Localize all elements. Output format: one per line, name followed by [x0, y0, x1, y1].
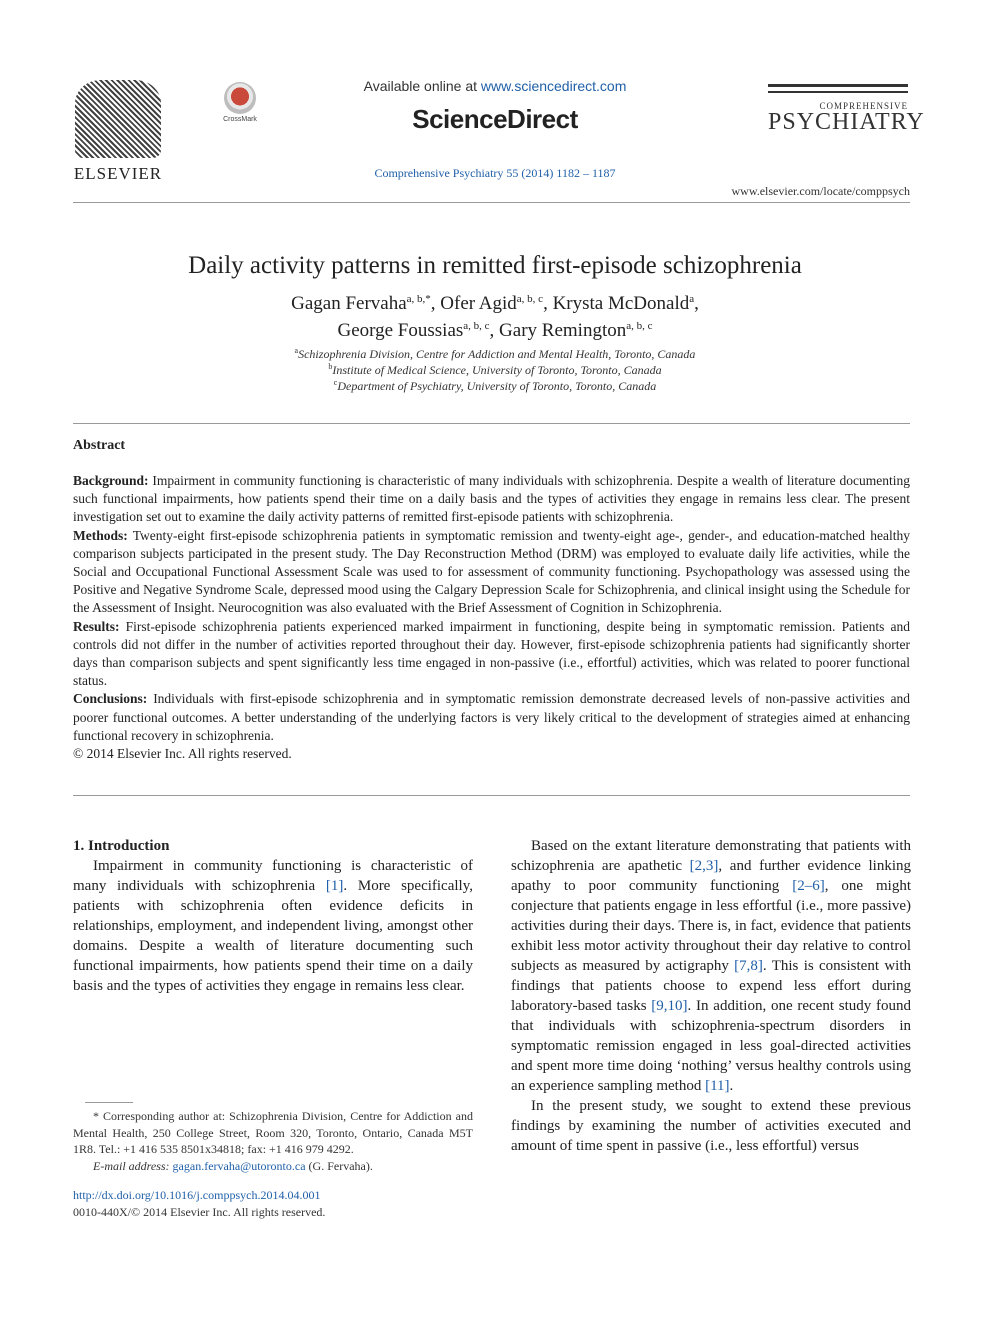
affiliations [0, 346, 990, 394]
background-text: Impairment in community functioning is characteristic of many individuals with schizophrenia. Despite a wealth of literature documenting such functional impairments, how patients spend their time on a daily basis and the types of activities they engage in remains less clear. The present investigation set out to examine the daily activity patterns of remitted first-episode patients with schizophrenia. [73, 473, 910, 525]
author-name[interactable]: George Foussias [337, 320, 464, 341]
author-affiliation-marker: a, b, c [463, 320, 490, 332]
affiliation-line [0, 362, 990, 378]
issn-line: 0010-440X/© 2014 Elsevier Inc. All rights reserved. [73, 1205, 326, 1219]
citation-link[interactable]: [7,8] [734, 958, 763, 974]
citation-link[interactable]: [2,3] [689, 858, 719, 874]
affiliation-text: Institute of Medical Science, University of Toronto, Toronto, Canada [332, 363, 662, 377]
header-divider [73, 202, 910, 203]
text-run: Impairment in community functioning is characteristic of many individuals with schizophrenia [73, 858, 473, 894]
author-separator: , [694, 293, 699, 314]
author-list [0, 290, 990, 344]
conclusions-label: Conclusions: [73, 691, 148, 707]
citation-link[interactable]: [11] [705, 1078, 730, 1094]
intro-paragraph-3: In the present study, we sought to extend these previous findings by examining the number of activities executed and amount of time spent in passive (i.e., less effortful) versus [511, 1098, 911, 1154]
author-affiliation-marker: a, b, c [626, 320, 653, 332]
author-name[interactable]: Krysta McDonald [552, 293, 690, 314]
citation-link[interactable]: [9,10] [651, 998, 688, 1014]
email-label: E-mail address: [93, 1158, 170, 1173]
conclusions-text: Individuals with first-episode schizophrenia and in symptomatic remission demonstrate decreased levels of non-passive activities and poorer functional outcomes. A better understanding of the underlying factors is very likely critical to the development of strategies aimed at enhancing functional recovery in schizophrenia. [73, 691, 910, 743]
abstract-top-divider [73, 423, 910, 424]
abstract-bottom-divider [73, 795, 910, 796]
citation-link[interactable]: [1] [325, 878, 344, 894]
article-title: Daily activity patterns in remitted first-episode schizophrenia [188, 252, 802, 279]
affiliation-line [0, 378, 990, 394]
journal-logo-bar-thin [768, 91, 908, 93]
text-run: , and further evidence linking apathy to poor community functioning [511, 858, 911, 894]
corresponding-author-text: * Corresponding author at: Schizophrenia Division, Centre for Addiction and Mental Health, 250 College Street, Room 320, Toronto, Ontario, Canada M5T 1R8. Tel.: +1 416 535 8501x34818; fax: +1 416 979 4292. [73, 1109, 473, 1156]
text-run: . In addition, one recent study found that individuals with schizophrenia-spectrum disorders in symptomatic remission engaged in less goal-directed activities and spent more time doing ‘nothing’ versus healthy controls using an experience sampling method [511, 998, 911, 1094]
affiliation-label: b [328, 362, 333, 371]
journal-citation-text: Comprehensive Psychiatry 55 (2014) 1182 – 1187 [374, 166, 616, 180]
background-label: Background: [73, 473, 149, 488]
journal-logo-small: COMPREHENSIVE [819, 101, 908, 111]
abstract-body [73, 472, 910, 763]
abstract-heading: Abstract [73, 438, 126, 453]
body-left-column [73, 836, 473, 996]
text-run: Based on the extant literature demonstrating that patients with schizophrenia are apathetic [511, 838, 911, 874]
abstract-conclusions [73, 690, 910, 745]
doi-link[interactable]: http://dx.doi.org/10.1016/j.comppsych.2014.04.001 [73, 1188, 321, 1202]
author-line-2 [0, 317, 990, 344]
email-suffix: (G. Fervaha). [305, 1158, 373, 1173]
affiliation-text: Department of Psychiatry, University of Toronto, Toronto, Canada [337, 379, 657, 393]
elsevier-wordmark: ELSEVIER [73, 164, 163, 183]
abstract-copyright: © 2014 Elsevier Inc. All rights reserved. [73, 746, 292, 762]
intro-paragraph-2 [511, 836, 911, 1096]
author-separator: , [489, 320, 500, 341]
sciencedirect-link[interactable]: www.sciencedirect.com [480, 78, 627, 94]
crossmark-label: CrossMark [223, 116, 257, 123]
author-separator: , [430, 293, 441, 314]
journal-logo-big: PSYCHIATRY [768, 109, 925, 135]
results-text: First-episode schizophrenia patients experienced marked impairment in functioning, despite being in symptomatic remission. Patients and controls did not differ in the number of activities reported throughout their day. However, first-episode schizophrenia patients had significantly shorter days than comparison subjects and spent significantly less time engaged in non-passive (i.e., effortful) activities, which was related to poorer functional status. [73, 618, 910, 689]
section-heading-introduction: 1. Introduction [73, 838, 170, 854]
available-prefix: Available online at [363, 78, 481, 94]
text-run: . This is consistent with findings that patients choose to expend less effort during laboratory-based tasks [511, 958, 911, 1014]
abstract-results [73, 618, 910, 691]
text-run: . More specifically, patients with schizophrenia often evidence deficits in relationships, employment, and independent living, amongst other domains. Despite a wealth of literature documenting such functional impairments, how patients spend their time on a daily basis and the types of activities they engage in remains less clear. [73, 878, 473, 994]
methods-text: Twenty-eight first-episode schizophrenia patients in symptomatic remission and twenty-eight age-, gender-, and education-matched healthy comparison subjects participated in the present study. The Day Reconstruction Method (DRM) was employed to evaluate daily life activities, while the Social and Occupational Functional Assessment Scale was used to for assessment of community functioning. Psychopathology was assessed using the Positive and Negative Syndrome Scale, depressed mood using the Calgary Depression Scale for Schizophrenia, and clinical insight using the Schedule for the Assessment of Insight. Neurocognition was also evaluated with the Brief Assessment of Cognition in Schizophrenia. [73, 527, 910, 616]
author-separator: , [543, 293, 553, 314]
abstract-background [73, 472, 910, 527]
affiliation-text: Schizophrenia Division, Centre for Addiction and Mental Health, Toronto, Canada [298, 347, 696, 361]
citation-link[interactable]: [2–6] [792, 878, 825, 894]
doi-block [73, 1187, 325, 1221]
abstract-methods [73, 527, 910, 618]
results-label: Results: [73, 618, 120, 634]
footnote-divider [85, 1102, 133, 1103]
author-affiliation-marker: a [689, 293, 695, 305]
methods-label: Methods: [73, 527, 128, 543]
journal-logo-bar [768, 84, 908, 87]
body-right-column [511, 836, 911, 1156]
affiliation-label: a [294, 346, 299, 355]
author-name[interactable]: Gary Remington [499, 320, 627, 341]
journal-citation-link[interactable] [0, 166, 990, 181]
sciencedirect-brand: ScienceDirect [412, 104, 578, 134]
author-affiliation-marker: a, b, c [516, 293, 544, 305]
text-run: , one might conjecture that patients engage in less effortful (i.e., more passive) activities during their days. There is, in fact, evidence that patients exhibit less motor activity throughout their day relative to control subjects as measured by actigraphy [511, 878, 911, 974]
journal-url[interactable]: www.elsevier.com/locate/comppsych [731, 184, 910, 198]
author-line-1 [0, 290, 990, 317]
corresponding-author-footnote [73, 1108, 473, 1174]
text-run: . [729, 1078, 734, 1094]
affiliation-label: c [333, 378, 338, 387]
author-name[interactable]: Gagan Fervaha [291, 293, 407, 314]
author-name[interactable]: Ofer Agid [440, 293, 517, 314]
affiliation-line [0, 346, 990, 362]
email-line [73, 1158, 473, 1175]
journal-logo [768, 84, 925, 135]
intro-paragraph-1 [73, 856, 473, 996]
author-affiliation-marker: a, b,* [406, 293, 431, 305]
email-link[interactable]: gagan.fervaha@utoronto.ca [172, 1158, 306, 1173]
